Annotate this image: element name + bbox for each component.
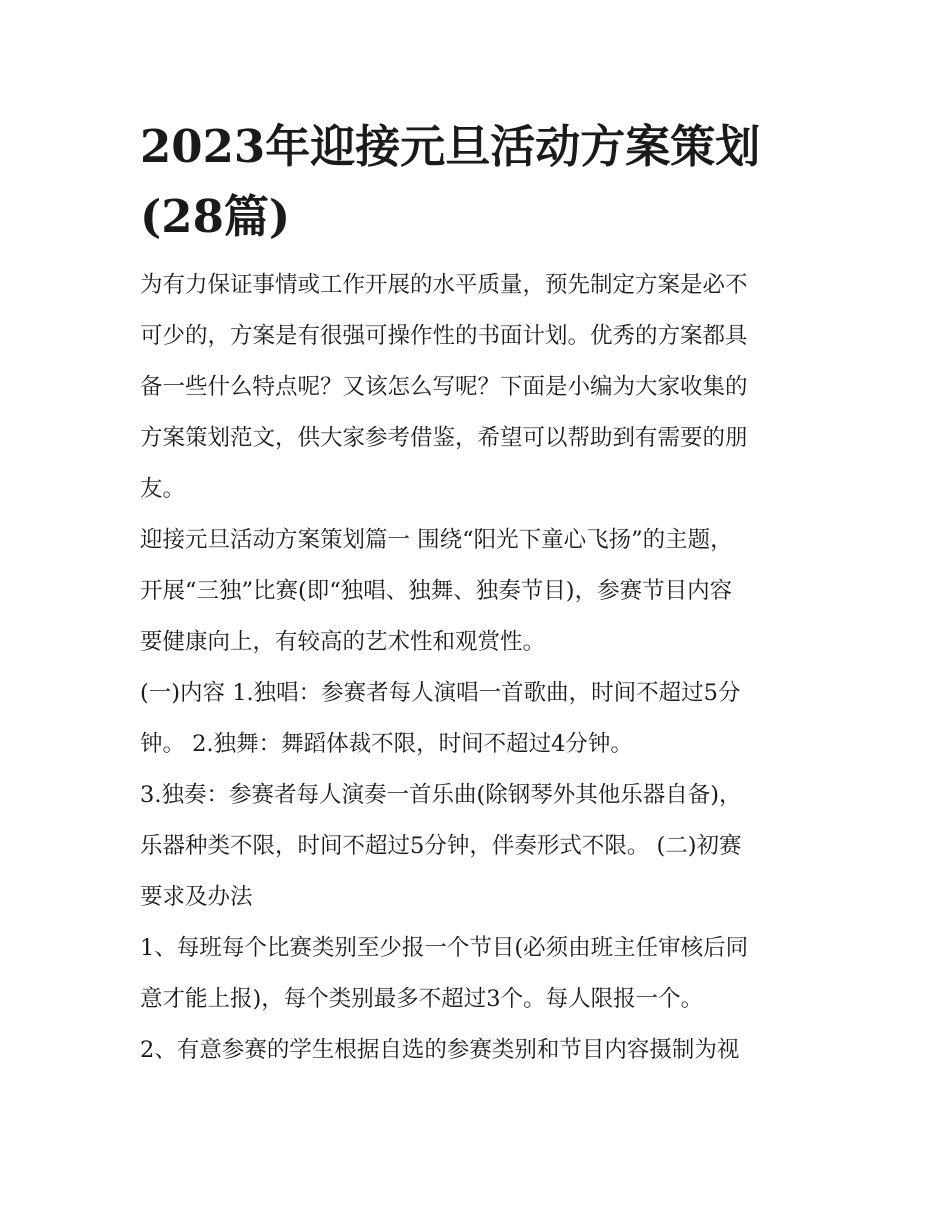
text-line: 方案策划范文，供大家参考借鉴，希望可以帮助到有需要的朋: [140, 425, 748, 451]
text-line: 迎接元旦活动方案策划篇一 围绕“阳光下童心飞扬”的主题，: [140, 527, 733, 553]
document-title: [140, 112, 820, 252]
paragraph-rule-2: [140, 1025, 820, 1076]
title-line: 2023年迎接元旦活动方案策划: [140, 120, 761, 173]
text-line: 钟。 2.独舞：舞蹈体裁不限，时间不超过4分钟。: [140, 731, 633, 757]
paragraph-instrumental: [140, 770, 820, 923]
text-line: 为有力保证事情或工作开展的水平质量，预先制定方案是必不: [140, 272, 748, 298]
document-page: [140, 112, 820, 1076]
text-line: 开展“三独”比赛(即“独唱、独舞、独奏节目)，参赛节目内容: [140, 578, 733, 604]
paragraph-theme: [140, 515, 820, 668]
paragraph-intro: [140, 260, 820, 515]
text-line: 1、每班每个比赛类别至少报一个节目(必须由班主任审核后同: [140, 935, 749, 961]
text-line: 备一些什么特点呢？又该怎么写呢？下面是小编为大家收集的: [140, 374, 748, 400]
text-line: 要求及办法: [140, 884, 253, 910]
text-line: 意才能上报)，每个类别最多不超过3个。每人限报一个。: [140, 986, 704, 1012]
title-line: (28篇): [140, 190, 291, 243]
text-line: 要健康向上，有较高的艺术性和观赏性。: [140, 629, 546, 655]
text-line: 友。: [140, 476, 186, 502]
text-line: (一)内容 1.独唱：参赛者每人演唱一首歌曲，时间不超过5分: [140, 680, 741, 706]
paragraph-content: [140, 668, 820, 770]
text-line: 3.独奏：参赛者每人演奏一首乐曲(除钢琴外其他乐器自备)，: [140, 782, 742, 808]
text-line: 乐器种类不限，时间不超过5分钟，伴奏形式不限。 (二)初赛: [140, 833, 742, 859]
text-line: 2、有意参赛的学生根据自选的参赛类别和节目内容摄制为视: [140, 1037, 740, 1063]
text-line: 可少的，方案是有很强可操作性的书面计划。优秀的方案都具: [140, 323, 748, 349]
paragraph-rule-1: [140, 923, 820, 1025]
